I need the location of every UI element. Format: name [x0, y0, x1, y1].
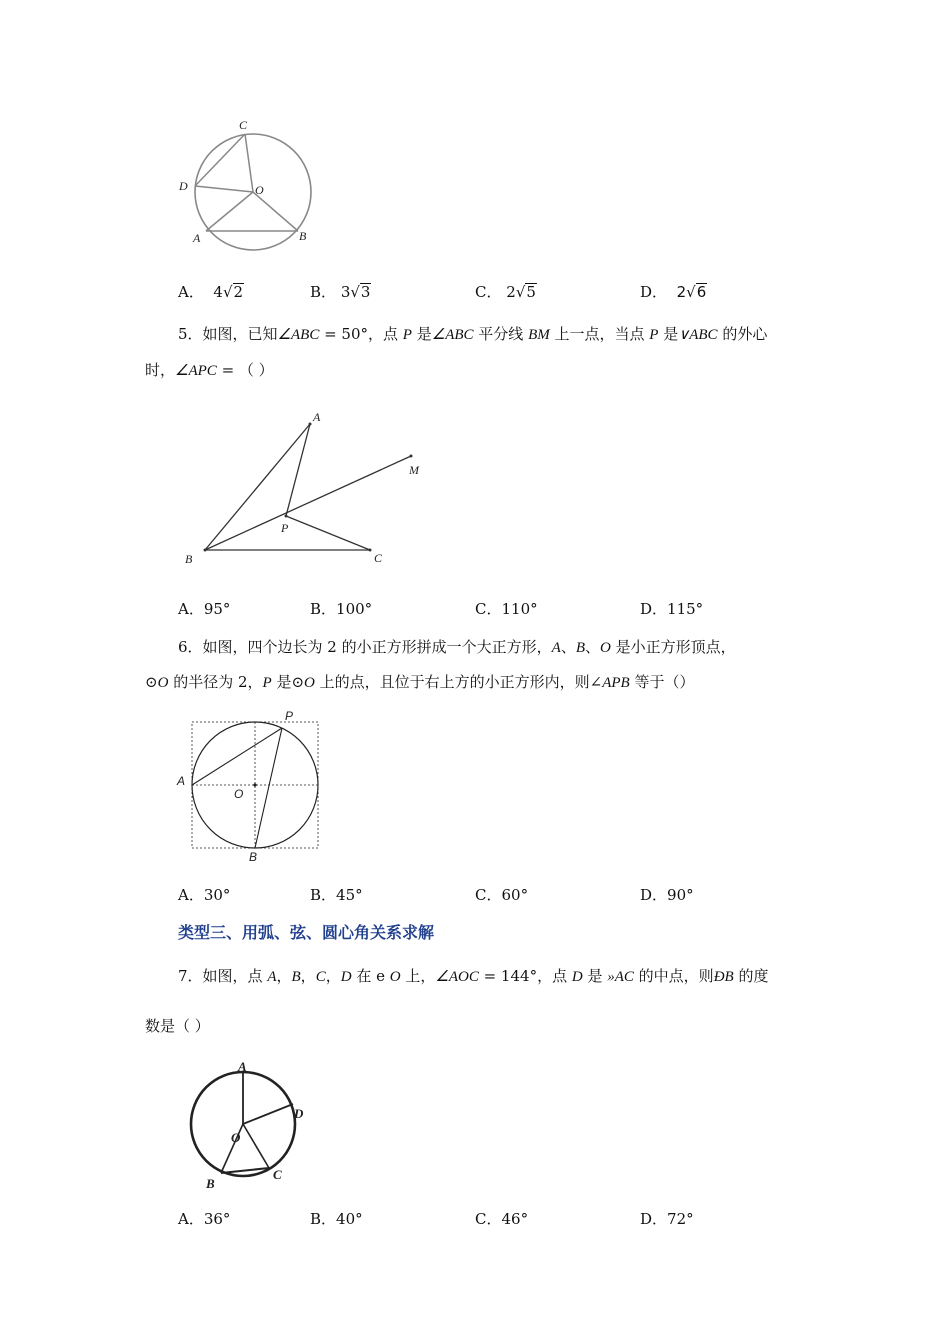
q5-label-p: P	[281, 521, 289, 535]
q4-label-d: D	[179, 179, 188, 193]
q6-option-c: C．60°	[475, 886, 529, 904]
q6-question-line2: ⊙O 的半径为 2，P 是⊙O 上的点，且位于右上方的小正方形内，则∠APB 等于（）	[145, 673, 695, 691]
q4-option-d: D． 2√6	[640, 283, 707, 301]
q5-option-c: C．110°	[475, 600, 538, 618]
q5-figure	[180, 405, 440, 575]
q6-label-b: B	[249, 850, 258, 864]
q7-option-c: C．46°	[475, 1210, 529, 1228]
q5-option-b: B．100°	[310, 600, 373, 618]
q7-label-o: O	[231, 1130, 241, 1145]
q5-label-m: M	[409, 463, 419, 477]
q7-option-a: A．36°	[178, 1210, 231, 1228]
q5-segment-ba	[205, 424, 310, 550]
q4-segment-do	[195, 186, 253, 192]
q4-label-a: A	[193, 231, 201, 245]
q5-option-a: A．95°	[178, 600, 231, 618]
q6-option-b: B．45°	[310, 886, 363, 904]
q5-segment-bm	[205, 456, 411, 550]
q4-option-c: C． 2√5	[475, 283, 536, 301]
q6-question-line1: 6．如图，四个边长为 2 的小正方形拼成一个大正方形，A、B、O 是小正方形顶点，	[178, 638, 736, 656]
q6-figure	[172, 705, 332, 868]
q7-option-b: B．40°	[310, 1210, 363, 1228]
q7-option-d: D．72°	[640, 1210, 694, 1228]
q7-question-line1: 7．如图，点 A，B，C，D 在 e O 上，∠AOC = 144°，点 D 是 »AC 的中点，则ÐB 的度	[178, 967, 769, 985]
q7-label-a: A	[238, 1059, 247, 1074]
q6-segment-pb	[255, 728, 282, 848]
section-heading: 类型三、用弧、弦、圆心角关系求解	[178, 923, 435, 942]
q4-label-c: C	[239, 118, 248, 132]
q4-figure	[175, 115, 325, 255]
q4-option-b: B． 3√3	[310, 283, 371, 301]
q4-segment-bo	[253, 192, 298, 231]
q6-option-a: A．30°	[178, 886, 231, 904]
q5-question-line1: 5．如图，已知∠ABC = 50°，点 P 是∠ABC 平分线 BM 上一点，当点 P 是∨ABC 的外心	[178, 325, 768, 343]
q4-segment-ao	[206, 192, 253, 231]
q6-label-o: O	[234, 787, 244, 801]
q7-segment-oc	[243, 1124, 269, 1168]
q5-segment-pc	[286, 516, 370, 550]
q4-label-o: O	[255, 183, 264, 197]
q4-segment-oc	[245, 134, 253, 192]
q5-label-c: C	[374, 551, 383, 565]
q7-segment-od	[243, 1104, 293, 1124]
q6-option-d: D．90°	[640, 886, 694, 904]
q5-question-line2: 时，∠APC = （ ）	[145, 361, 274, 379]
q5-label-b: B	[185, 552, 193, 566]
q7-label-c: C	[273, 1167, 282, 1182]
q6-label-a: A	[177, 774, 186, 788]
q4-option-a: A． 4√2	[178, 283, 244, 301]
q7-figure	[183, 1058, 313, 1193]
q4-label-b: B	[299, 229, 307, 243]
q4-segment-dc	[195, 134, 245, 186]
q7-question-line2: 数是（ ）	[145, 1017, 210, 1035]
q7-label-d: D	[294, 1106, 304, 1121]
q6-label-p: P	[285, 709, 294, 723]
q6-segment-pa	[192, 728, 282, 785]
q7-label-b: B	[206, 1176, 215, 1191]
q5-option-d: D．115°	[640, 600, 704, 618]
q5-label-a: A	[313, 410, 321, 424]
